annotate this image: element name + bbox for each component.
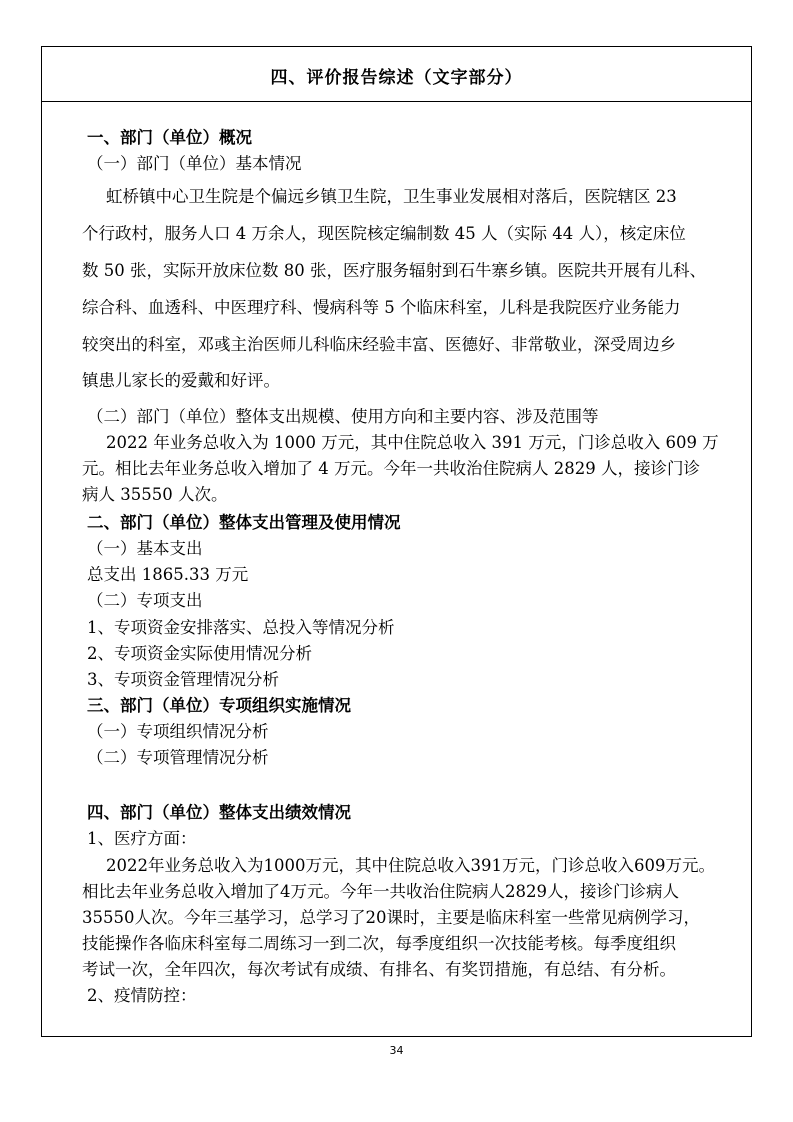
paragraph-line: 个行政村，服务人口 4 万余人，现医院核定编制数 45 人（实际 44 人），核定床位	[82, 224, 686, 243]
header-row	[42, 47, 751, 102]
section-title: 四、评价报告综述（文字部分）	[270, 68, 523, 88]
paragraph-line: 相比去年业务总收入增加了4万元。今年一共收治住院病人2829人，接诊门诊病人	[82, 882, 679, 901]
paragraph-line: 综合科、血透科、中医理疗科、慢病科等 5 个临床科室，儿科是我院医疗业务能力	[82, 298, 681, 317]
heading-4: 四、部门（单位）整体支出绩效情况	[87, 803, 351, 822]
subheading-3-1: （一）专项组织情况分析	[87, 722, 269, 741]
page-number: 34	[389, 1044, 404, 1057]
total-expenditure: 总支出 1865.33 万元	[87, 565, 249, 584]
subheading-4-1: 1、医疗方面：	[87, 829, 197, 848]
subheading-1-1: （一）部门（单位）基本情况	[87, 154, 302, 173]
paragraph-line: 元。相比去年业务总收入增加了 4 万元。今年一共收治住院病人 2829 人，接诊门诊	[82, 459, 700, 478]
paragraph-line: 2022 年业务总收入为 1000 万元，其中住院总收入 391 万元，门诊总收入 609 万	[106, 433, 719, 452]
list-item: 2、专项资金实际使用情况分析	[87, 644, 312, 663]
paragraph-line: 虹桥镇中心卫生院是个偏远乡镇卫生院，卫生事业发展相对落后，医院辖区 23	[106, 187, 677, 206]
content-frame	[41, 46, 752, 1037]
heading-3: 三、部门（单位）专项组织实施情况	[87, 696, 351, 715]
subheading-2-1: （一）基本支出	[87, 539, 203, 558]
paragraph-line: 病人 35550 人次。	[82, 485, 228, 504]
heading-2: 二、部门（单位）整体支出管理及使用情况	[87, 513, 401, 532]
paragraph-line: 35550人次。今年三基学习，总学习了20课时，主要是临床科室一些常见病例学习，	[82, 908, 700, 927]
paragraph-line: 2022年业务总收入为1000万元，其中住院总收入391万元，门诊总收入609万元。	[106, 856, 715, 875]
subheading-2-2: （二）专项支出	[87, 591, 203, 610]
subheading-4-2: 2、疫情防控：	[87, 986, 197, 1005]
paragraph-line: 考试一次，全年四次，每次考试有成绩、有排名、有奖罚措施，有总结、有分析。	[82, 960, 676, 979]
subheading-1-2: （二）部门（单位）整体支出规模、使用方向和主要内容、涉及范围等	[87, 407, 599, 426]
paragraph-line: 镇患儿家长的爱戴和好评。	[82, 371, 280, 390]
list-item: 1、专项资金安排落实、总投入等情况分析	[87, 618, 395, 637]
paragraph-line: 技能操作各临床科室每二周练习一到二次，每季度组织一次技能考核。每季度组织	[82, 934, 676, 953]
paragraph-line: 数 50 张，实际开放床位数 80 张，医疗服务辐射到石牛寨乡镇。医院共开展有儿科、	[82, 261, 706, 280]
subheading-3-2: （二）专项管理情况分析	[87, 748, 269, 767]
list-item: 3、专项资金管理情况分析	[87, 670, 279, 689]
heading-1: 一、部门（单位）概况	[87, 128, 252, 147]
paragraph-line: 较突出的科室，邓彧主治医师儿科临床经验丰富、医德好、非常敬业，深受周边乡	[82, 335, 676, 354]
